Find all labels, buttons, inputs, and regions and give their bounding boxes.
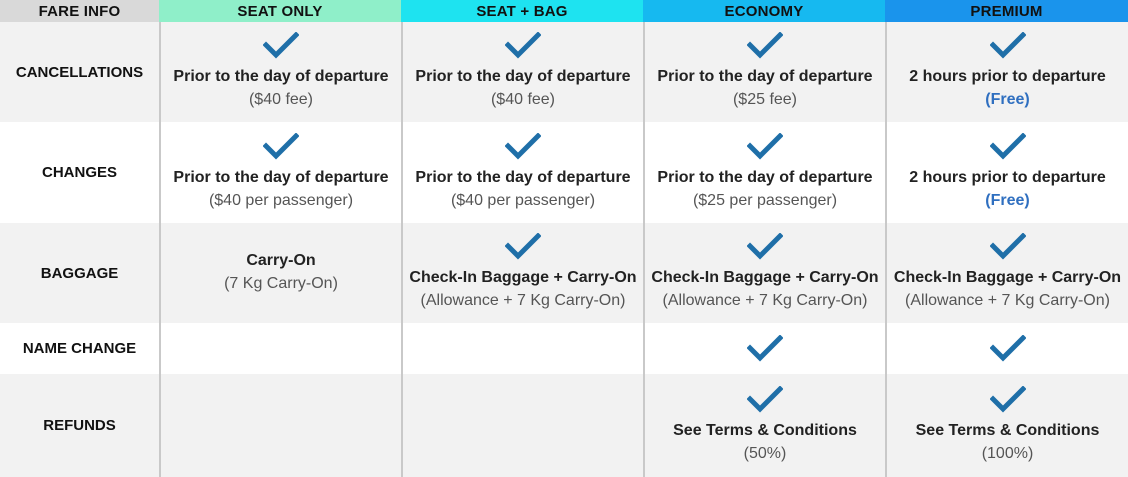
cell-sub-text: ($40 per passenger) xyxy=(450,191,596,209)
checkmark-icon xyxy=(990,386,1026,414)
cell-sub-text: (Allowance + 7 Kg Carry-On) xyxy=(420,292,626,309)
row-label-name-change: NAME CHANGE xyxy=(0,323,159,374)
checkmark-icon xyxy=(263,133,299,161)
cell-name-change-seat-only xyxy=(159,323,401,374)
cell-main-text: Prior to the day of departure xyxy=(173,168,389,186)
checkmark-icon xyxy=(990,335,1026,363)
cell-main-text: Prior to the day of departure xyxy=(415,168,631,186)
cell-main-text: Check-In Baggage + Carry-On xyxy=(893,269,1122,286)
cell-refunds-economy xyxy=(643,374,885,477)
checkmark-icon xyxy=(263,32,299,60)
header-fare-info: FARE INFO xyxy=(0,0,159,22)
cell-cancellations-premium xyxy=(885,22,1128,122)
cell-refunds-seat-only xyxy=(159,374,401,477)
checkmark-icon xyxy=(747,335,783,363)
cell-main-text: Check-In Baggage + Carry-On xyxy=(409,269,637,286)
checkmark-icon xyxy=(747,386,783,414)
row-label-refunds: REFUNDS xyxy=(0,374,159,477)
cell-sub-text: ($25 per passenger) xyxy=(692,191,838,209)
cell-cancellations-seat-bag xyxy=(401,22,643,122)
checkmark-icon xyxy=(990,133,1026,161)
cell-changes-seat-bag xyxy=(401,122,643,223)
checkmark-icon xyxy=(990,233,1026,261)
cell-sub-text: (50%) xyxy=(743,444,787,462)
cell-main-text: Prior to the day of departure xyxy=(657,68,873,85)
checkmark-icon xyxy=(505,233,541,261)
cell-sub-text: (100%) xyxy=(981,444,1034,462)
cell-baggage-economy xyxy=(643,223,885,323)
cell-name-change-seat-bag xyxy=(401,323,643,374)
cell-main-text: Carry-On xyxy=(246,252,316,269)
cell-name-change-economy xyxy=(643,323,885,374)
header-economy: ECONOMY xyxy=(643,0,885,22)
cell-changes-economy xyxy=(643,122,885,223)
cell-main-text: Check-In Baggage + Carry-On xyxy=(651,269,879,286)
cell-main-text: See Terms & Conditions xyxy=(673,421,857,439)
cell-sub-text: (Allowance + 7 Kg Carry-On) xyxy=(905,292,1110,309)
checkmark-icon xyxy=(505,32,541,60)
checkmark-icon xyxy=(747,233,783,261)
header-seat-only: SEAT ONLY xyxy=(159,0,401,22)
cell-main-text: Prior to the day of departure xyxy=(415,68,631,85)
cell-baggage-seat-only xyxy=(159,223,401,323)
cell-cancellations-seat-only xyxy=(159,22,401,122)
cell-sub-text: (Allowance + 7 Kg Carry-On) xyxy=(662,292,868,309)
cell-sub-text: ($40 fee) xyxy=(248,91,314,108)
checkmark-icon xyxy=(747,133,783,161)
checkmark-icon xyxy=(747,32,783,60)
cell-changes-premium xyxy=(885,122,1128,223)
cell-main-text: 2 hours prior to departure xyxy=(909,68,1106,85)
cell-baggage-seat-bag xyxy=(401,223,643,323)
cell-main-text: Prior to the day of departure xyxy=(657,168,873,186)
cell-sub-text-free: (Free) xyxy=(985,191,1030,209)
cell-main-text: Prior to the day of departure xyxy=(173,68,389,85)
row-label-changes: CHANGES xyxy=(0,122,159,223)
cell-main-text: 2 hours prior to departure xyxy=(909,168,1106,186)
cell-sub-text: ($40 per passenger) xyxy=(208,191,354,209)
row-label-baggage: BAGGAGE xyxy=(0,223,159,323)
cell-sub-text: ($25 fee) xyxy=(732,91,798,108)
cell-changes-seat-only xyxy=(159,122,401,223)
cell-sub-text: (7 Kg Carry-On) xyxy=(224,275,338,292)
cell-cancellations-economy xyxy=(643,22,885,122)
header-premium: PREMIUM xyxy=(885,0,1128,22)
cell-baggage-premium xyxy=(885,223,1128,323)
cell-sub-text: ($40 fee) xyxy=(490,91,556,108)
cell-sub-text-free: (Free) xyxy=(985,91,1030,108)
cell-refunds-premium xyxy=(885,374,1128,477)
cell-main-text: See Terms & Conditions xyxy=(915,421,1100,439)
checkmark-icon xyxy=(990,32,1026,60)
cell-refunds-seat-bag xyxy=(401,374,643,477)
checkmark-icon xyxy=(505,133,541,161)
cell-name-change-premium xyxy=(885,323,1128,374)
row-label-cancellations: CANCELLATIONS xyxy=(0,22,159,122)
header-seat-bag: SEAT + BAG xyxy=(401,0,643,22)
